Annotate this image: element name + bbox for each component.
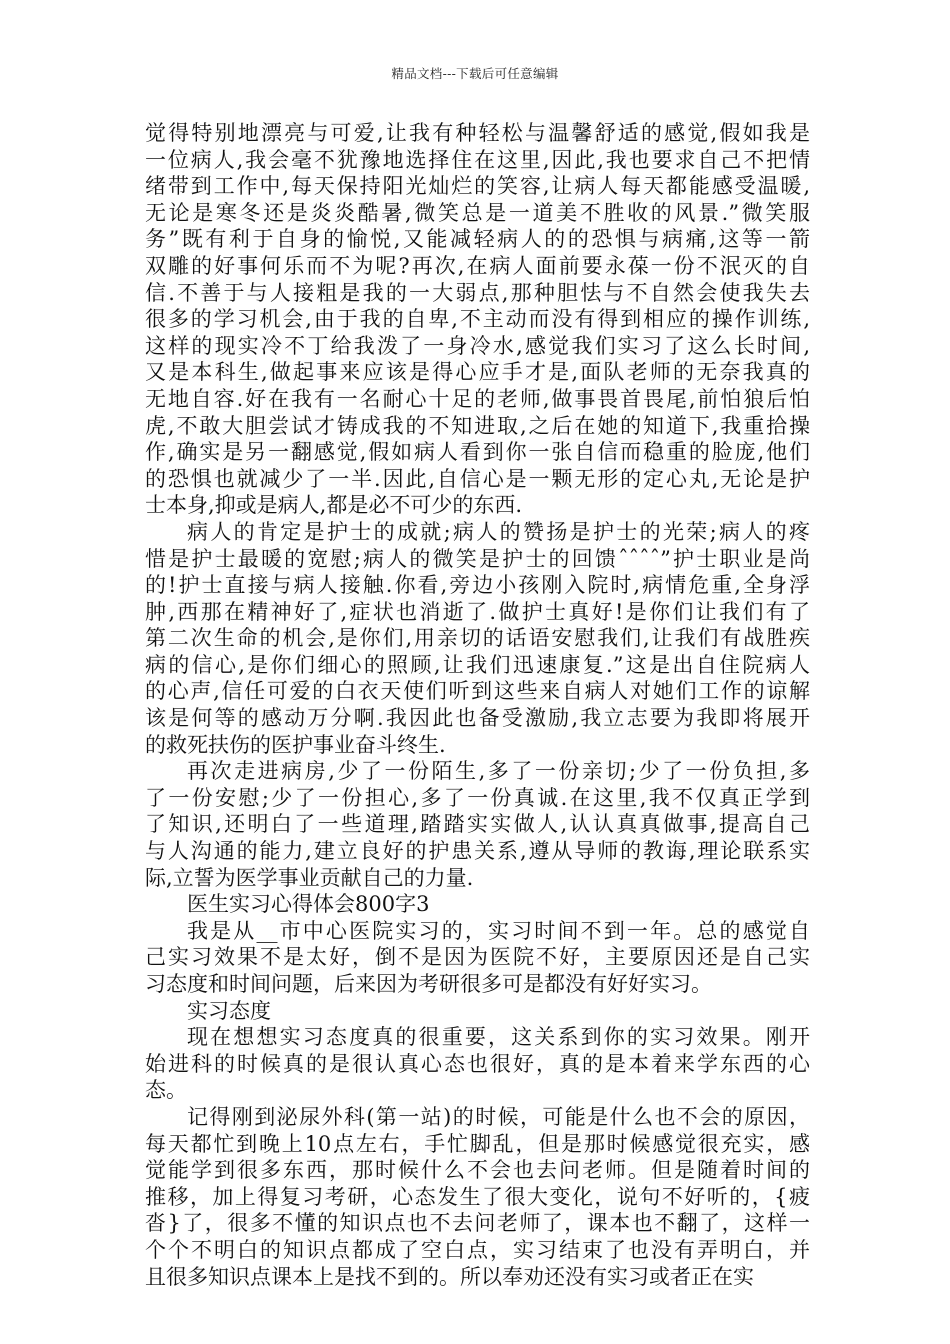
text-line: 肿,西那在精神好了,症状也消逝了.做护士真好!是你们让我们有了 (145, 599, 810, 624)
text-line: 的!护士直接与病人接触.你看,旁边小孩刚入院时,病情危重,全身浮 (145, 573, 810, 598)
text-line: 又是本科生,做起事来应该是得心应手才是,面队老师的无奈我真的 (145, 360, 810, 385)
text-line: 再次走进病房,少了一份陌生,多了一份亲切;少了一份负担,多 (187, 759, 810, 784)
paragraph (145, 120, 810, 519)
text-line: 觉能学到很多东西，那时候什么不会也去问老师。但是随着时间的 (145, 1158, 810, 1183)
page-header: 精品文档---下载后可任意编辑 (391, 66, 559, 81)
text-line: 绪带到工作中,每天保持阳光灿烂的笑容,让病人每天都能感受温暖, (145, 174, 810, 199)
text-line: 觉得特别地漂亮与可爱,让我有种轻松与温馨舒适的感觉,假如我是 (145, 121, 810, 145)
text-line: 惜是护士最暖的宽慰;病人的微笑是护士的回馈ˆˆˆˆ”护士职业是尚 (145, 546, 810, 571)
document-body (145, 120, 810, 1290)
section-heading (145, 891, 810, 918)
text-line: 病的信心,是你们细心的照顾,让我们迅速康复.”这是出自住院病人 (145, 652, 810, 677)
text-line: 作,确实是另一翻感觉,假如病人看到你一张自信而稳重的脸庞,他们 (145, 440, 810, 465)
text-line: 双雕的好事何乐而不为呢?再次,在病人面前要永葆一份不泯灭的自 (145, 253, 810, 278)
text-line: 了知识,还明白了一些道理,踏踏实实做人,认认真真做事,提高自己 (145, 812, 810, 837)
text-line: 很多的学习机会,由于我的自卑,不主动而没有得到相应的操作训练, (145, 307, 810, 332)
text-line: 每天都忙到晚上10点左右，手忙脚乱，但是那时候感觉很充实，感 (145, 1131, 810, 1156)
text-line: 的恐惧也就减少了一半.因此,自信心是一颗无形的定心丸,无论是护 (145, 466, 810, 491)
paragraph (145, 1024, 810, 1104)
text-line: 无论是寒冬还是炎炎酷暑,微笑总是一道美不胜收的风景.”微笑服 (145, 200, 810, 225)
text-line: 我是从__市中心医院实习的，实习时间不到一年。总的感觉自 (187, 918, 810, 943)
text-line: 士本身,抑或是病人,都是必不可少的东西. (145, 493, 523, 518)
text-line: 医生实习心得体会800字3 (187, 892, 430, 917)
text-line: 个个不明白的知识点都成了空白点，实习结束了也没有弄明白，并 (145, 1237, 810, 1262)
text-line: 该是何等的感动万分啊.我因此也备受激励,我立志要为我即将展开 (145, 706, 810, 731)
text-line: 第二次生命的机会,是你们,用亲切的话语安慰我们,让我们有战胜疾 (145, 626, 810, 651)
text-line: 推移，加上得复习考研，心态发生了很大变化，说句不好听的，{疲 (145, 1184, 810, 1209)
text-line: 了一份安慰;少了一份担心,多了一份真诚.在这里,我不仅真正学到 (145, 785, 810, 810)
text-line: 这样的现实冷不丁给我泼了一身冷水,感觉我们实习了这么长时间, (145, 333, 810, 358)
text-line: 与人沟通的能力,建立良好的护患关系,遵从导师的教诲,理论联系实 (145, 839, 810, 864)
text-line: 且很多知识点课本上是找不到的。所以奉劝还没有实习或者正在实 (145, 1264, 754, 1289)
text-line: 病人的肯定是护士的成就;病人的赞扬是护士的光荣;病人的疼 (187, 519, 810, 544)
paragraph (145, 519, 810, 758)
text-line: 态。 (145, 1078, 187, 1103)
text-line: 际,立誓为医学事业贡献自己的力量. (145, 865, 474, 890)
section-heading (145, 998, 810, 1025)
text-line: 记得刚到泌尿外科(第一站)的时候，可能是什么也不会的原因， (187, 1104, 810, 1129)
text-line: 实习态度 (187, 998, 271, 1023)
text-line: 的救死扶伤的医护事业奋斗终生. (145, 732, 446, 757)
text-line: 一位病人,我会毫不犹豫地选择住在这里,因此,我也要求自己不把情 (145, 147, 810, 172)
text-line: 的心声,信任可爱的白衣天使们听到这些来自病人对她们工作的谅解 (145, 679, 810, 704)
text-line: 始进科的时候真的是很认真心态也很好，真的是本着来学东西的心 (145, 1051, 810, 1076)
paragraph (145, 1104, 810, 1290)
text-line: 无地自容.好在我有一名耐心十足的老师,做事畏首畏尾,前怕狼后怕 (145, 386, 810, 411)
text-line: 现在想想实习态度真的很重要，这关系到你的实习效果。刚开 (187, 1025, 810, 1050)
text-line: 信.不善于与人接粗是我的一大弱点,那种胆怯与不自然会使我失去 (145, 280, 810, 305)
text-line: 沓}了，很多不懂的知识点也不去问老师了，课本也不翻了，这样一 (145, 1211, 810, 1236)
text-line: 务”既有利于自身的愉悦,又能减轻病人的的恐惧与病痛,这等一箭 (145, 227, 810, 252)
text-line: 己实习效果不是太好，倒不是因为医院不好，主要原因还是自己实 (145, 945, 810, 970)
text-line: 虎,不敢大胆尝试才铸成我的不知进取,之后在她的知道下,我重拾操 (145, 413, 810, 438)
text-line: 习态度和时间问题，后来因为考研很多可是都没有好好实习。 (145, 972, 712, 996)
paragraph (145, 918, 810, 998)
paragraph (145, 758, 810, 891)
